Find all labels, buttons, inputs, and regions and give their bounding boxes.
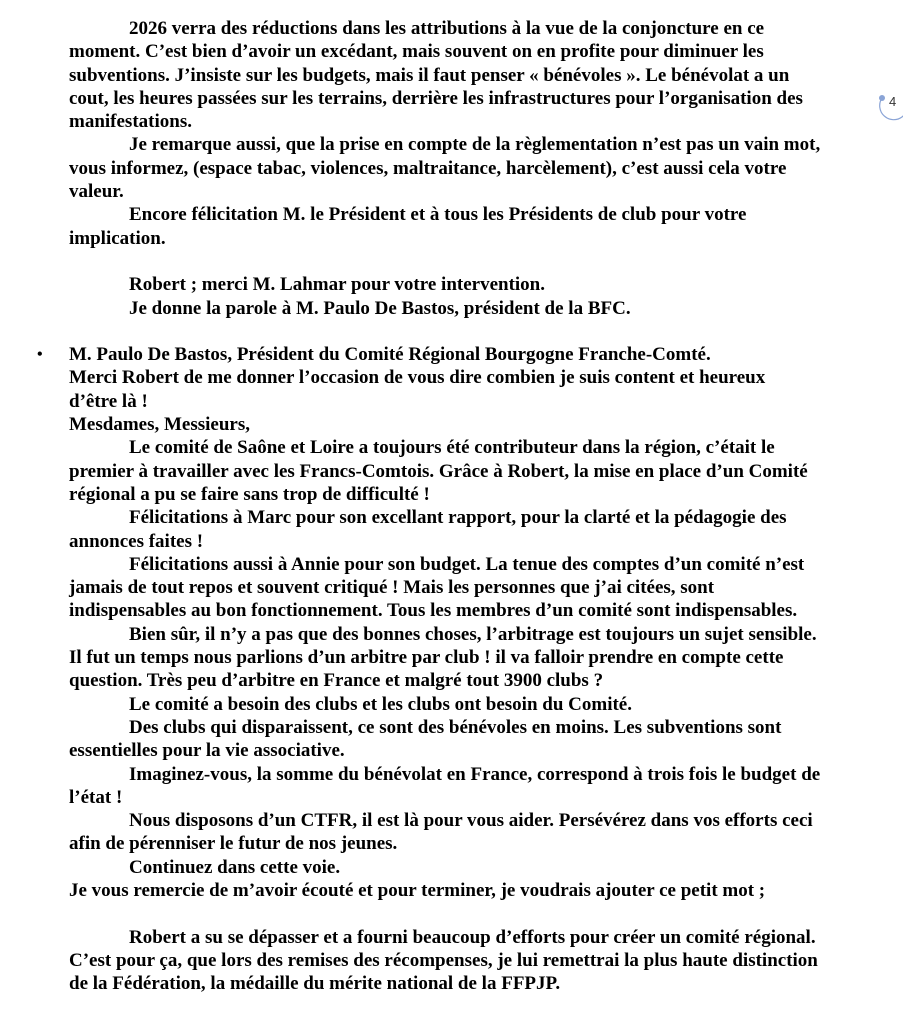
document-page bbox=[37, 17, 869, 995]
text-line: annonces faites ! bbox=[69, 530, 204, 552]
text-line: l’état ! bbox=[69, 786, 123, 808]
text-line: cout, les heures passées sur les terrains, derrière les infrastructures pour l’organisation des bbox=[69, 87, 803, 109]
page-number-badge[interactable] bbox=[876, 93, 903, 123]
text-line: Des clubs qui disparaissent, ce sont des bénévoles en moins. Les subventions sont bbox=[129, 716, 782, 738]
text-line: Robert ; merci M. Lahmar pour votre intervention. bbox=[129, 274, 545, 296]
page-number: 4 bbox=[889, 94, 897, 109]
speaker-heading: M. Paulo De Bastos, Président du Comité Régional Bourgogne Franche-Comté. bbox=[69, 344, 711, 366]
text-line: implication. bbox=[69, 227, 166, 249]
text-line: Robert a su se dépasser et a fourni beaucoup d’efforts pour créer un comité régional. bbox=[129, 926, 816, 948]
text-line: valeur. bbox=[69, 181, 124, 203]
blank-line bbox=[69, 320, 869, 343]
text-line: Félicitations aussi à Annie pour son budget. La tenue des comptes d’un comité n’est bbox=[129, 553, 805, 575]
bullet-list-item bbox=[37, 343, 869, 366]
text-line: C’est pour ça, que lors des remises des récompenses, je lui remettrai la plus haute distinction bbox=[69, 949, 818, 971]
text-line: subventions. J’insiste sur les budgets, mais il faut penser « bénévoles ». Le bénévolat a un bbox=[69, 64, 790, 86]
text-line: premier à travailler avec les Francs-Comtois. Grâce à Robert, la mise en place d’un Comité bbox=[69, 460, 808, 482]
text-line: vous informez, (espace tabac, violences, maltraitance, harcèlement), c’est aussi cela votre bbox=[69, 157, 787, 179]
text-line: Je remarque aussi, que la prise en compte de la règlementation n’est pas un vain mot, bbox=[129, 134, 821, 156]
text-line: Je vous remercie de m’avoir écouté et pour terminer, je voudrais ajouter ce petit mot ; bbox=[69, 879, 766, 901]
text-line: afin de pérenniser le futur de nos jeunes. bbox=[69, 833, 398, 855]
text-line: Encore félicitation M. le Président et à tous les Présidents de club pour votre bbox=[129, 204, 747, 226]
text-line: Il fut un temps nous parlions d’un arbitre par club ! il va falloir prendre en compte cette bbox=[69, 647, 784, 669]
bullet-icon: • bbox=[37, 346, 43, 364]
text-line: indispensables au bon fonctionnement. Tous les membres d’un comité sont indispensables. bbox=[69, 600, 798, 622]
text-line: d’être là ! bbox=[69, 390, 148, 412]
text-line: Continuez dans cette voie. bbox=[129, 856, 341, 878]
text-line: essentielles pour la vie associative. bbox=[69, 740, 345, 762]
text-line: jamais de tout repos et souvent critiqué ! Mais les personnes que j’ai citées, sont bbox=[69, 577, 715, 599]
text-line: moment. C’est bien d’avoir un excédant, mais souvent on en profite pour diminuer les bbox=[69, 41, 764, 63]
text-line: Nous disposons d’un CTFR, il est là pour vous aider. Persévérez dans vos efforts ceci bbox=[129, 810, 813, 832]
text-line: Merci Robert de me donner l’occasion de vous dire combien je suis content et heureux bbox=[69, 367, 766, 389]
blank-line bbox=[69, 250, 869, 273]
text-line: Mesdames, Messieurs, bbox=[69, 414, 250, 436]
text-line: Bien sûr, il n’y a pas que des bonnes choses, l’arbitrage est toujours un sujet sensible. bbox=[129, 623, 817, 645]
text-line: de la Fédération, la médaille du mérite national de la FFPJP. bbox=[69, 973, 561, 995]
text-line: Je donne la parole à M. Paulo De Bastos, président de la BFC. bbox=[129, 297, 631, 319]
text-line: Imaginez-vous, la somme du bénévolat en France, correspond à trois fois le budget de bbox=[129, 763, 821, 785]
text-line: 2026 verra des réductions dans les attributions à la vue de la conjoncture en ce bbox=[129, 18, 765, 39]
text-line: Le comité a besoin des clubs et les clubs ont besoin du Comité. bbox=[129, 693, 632, 715]
text-line: manifestations. bbox=[69, 111, 192, 133]
text-line: Le comité de Saône et Loire a toujours été contributeur dans la région, c’était le bbox=[129, 437, 775, 459]
text-line: régional a pu se faire sans trop de difficulté ! bbox=[69, 483, 430, 505]
text-line: Félicitations à Marc pour son excellant rapport, pour la clarté et la pédagogie des bbox=[129, 507, 787, 529]
blank-line bbox=[69, 902, 869, 925]
text-line: question. Très peu d’arbitre en France et malgré tout 3900 clubs ? bbox=[69, 670, 604, 692]
